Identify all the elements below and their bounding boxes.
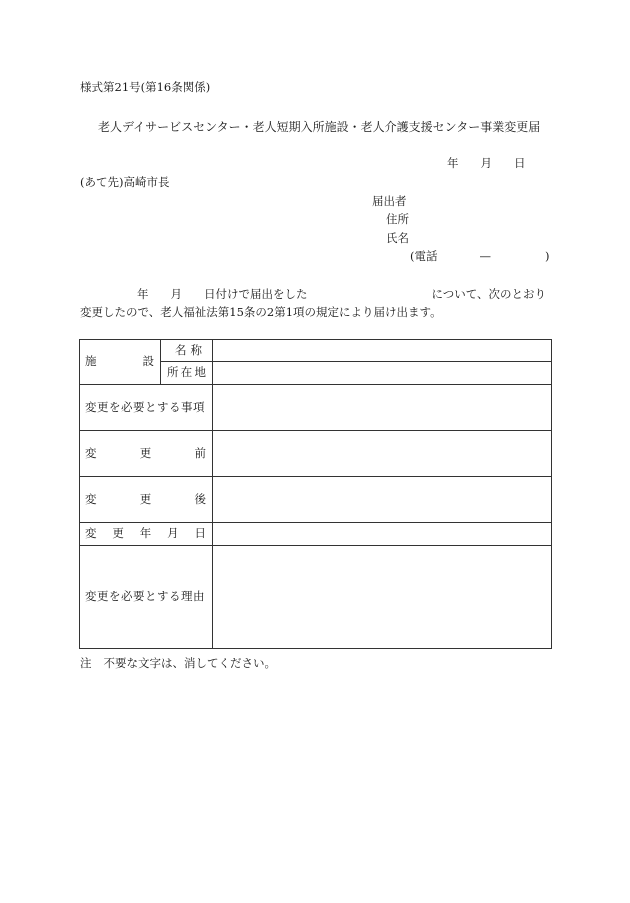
phone-line bbox=[410, 251, 550, 263]
change-date-field[interactable] bbox=[213, 523, 552, 546]
addressee: (あて先)高崎市長 bbox=[80, 175, 170, 189]
change-reason-label: 変更を必要とする理由 bbox=[80, 546, 213, 649]
change-date-label: 変 更 年 月 日 bbox=[80, 523, 213, 546]
facility-location-label: 所 在 地 bbox=[161, 362, 213, 385]
address-label: 住所 bbox=[386, 212, 409, 226]
body-line-2: 変更したので、老人福祉法第15条の2第1項の規定により届け出ます。 bbox=[80, 305, 442, 319]
note-text: 不要な文字は、消してください。 bbox=[103, 656, 276, 670]
form-title: 老人デイサービスセンター・老人短期入所施設・老人介護支援センター事業変更届 bbox=[98, 120, 541, 134]
date-line bbox=[447, 158, 526, 170]
after-change-field[interactable] bbox=[213, 477, 552, 523]
date-day-label: 日 bbox=[514, 156, 526, 170]
footer-note bbox=[80, 658, 276, 670]
date-year-label: 年 bbox=[447, 156, 459, 170]
change-item-field[interactable] bbox=[213, 385, 552, 431]
note-mark: 注 bbox=[80, 656, 92, 670]
body-day-submitted: 日付けで届出をした bbox=[204, 287, 308, 301]
change-reason-field[interactable] bbox=[213, 546, 552, 649]
phone-label: (電話 bbox=[410, 249, 438, 263]
body-regarding: について、次のとおり bbox=[431, 287, 547, 301]
facility-name-field[interactable] bbox=[213, 340, 552, 362]
applicant-label: 届出者 bbox=[372, 194, 407, 208]
facility-label: 施 設 bbox=[80, 340, 161, 385]
form-number: 様式第21号(第16条関係) bbox=[80, 80, 211, 94]
facility-name-label: 名 称 bbox=[161, 340, 213, 362]
phone-close: ) bbox=[545, 249, 550, 263]
change-item-label: 変更を必要とする事項 bbox=[80, 385, 213, 431]
before-change-field[interactable] bbox=[213, 431, 552, 477]
phone-dash: — bbox=[479, 249, 491, 263]
body-year: 年 bbox=[137, 287, 149, 301]
body-month: 月 bbox=[170, 287, 182, 301]
change-form-table bbox=[79, 339, 552, 649]
body-line-1 bbox=[137, 289, 546, 301]
date-month-label: 月 bbox=[480, 156, 492, 170]
before-change-label: 変 更 前 bbox=[80, 431, 213, 477]
after-change-label: 変 更 後 bbox=[80, 477, 213, 523]
name-label: 氏名 bbox=[386, 231, 409, 245]
facility-location-field[interactable] bbox=[213, 362, 552, 385]
